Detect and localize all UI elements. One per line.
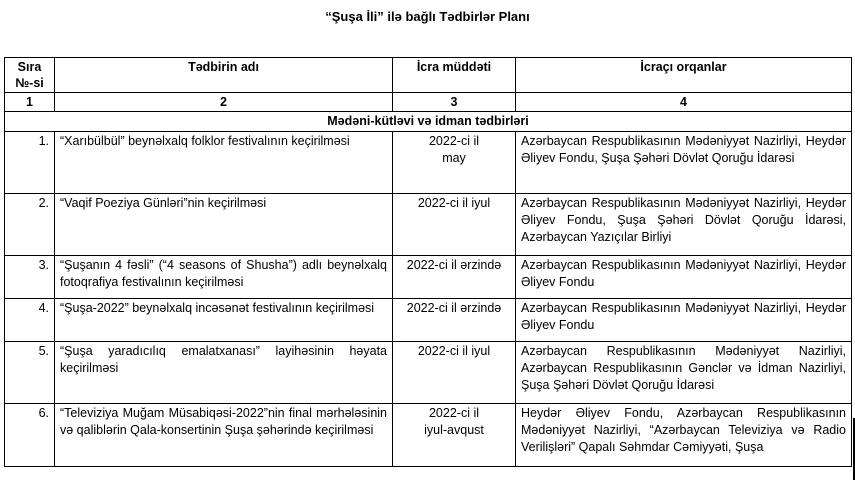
column-number: 3 <box>393 93 516 112</box>
header-no: Sıra №-si <box>5 58 55 93</box>
column-number: 4 <box>516 93 852 112</box>
row-number: 3. <box>5 256 55 299</box>
row-number: 1. <box>5 132 55 194</box>
event-name: “Şuşa-2022” beynəlxalq incəsənət festivalının keçirilməsi <box>55 299 393 342</box>
event-term: 2022-ci il ərzində <box>393 299 516 342</box>
event-executors: Azərbaycan Respublikasının Mədəniyyət Nazirliyi, Heydər Əliyev Fondu, Şuşa Şəhəri Dövlət Qoruğu İdarəsi, Azərbaycan Yazıçılar Birliyi <box>516 194 852 256</box>
event-executors: Azərbaycan Respublikasının Mədəniyyət Nazirliyi, Heydər Əliyev Fondu, Şuşa Şəhəri Dövlət Qoruğu İdarəsi <box>516 132 852 194</box>
event-name: “Televiziya Muğam Müsabiqəsi-2022”nin final mərhələsinin və qaliblərin Qala-konsertinin Şuşa şəhərində keçirilməsi <box>55 404 393 467</box>
event-name: “Xarıbülbül” beynəlxalq folklor festivalının keçirilməsi <box>55 132 393 194</box>
event-executors: Azərbaycan Respublikasının Mədəniyyət Nazirliyi, Heydər Əliyev Fondu <box>516 299 852 342</box>
event-executors: Heydər Əliyev Fondu, Azərbaycan Respublikasının Mədəniyyət Nazirliyi, “Azərbaycan Televiziya və Radio Verilişləri” Qapalı Səhmdar Cəmiyyəti, Şuşa <box>516 404 852 467</box>
event-term <box>393 404 516 467</box>
row-number: 6. <box>5 404 55 467</box>
event-term <box>393 132 516 194</box>
header-executors: İcraçı orqanlar <box>516 58 852 93</box>
events-plan-table <box>4 57 852 467</box>
column-number: 2 <box>55 93 393 112</box>
event-executors: Azərbaycan Respublikasının Mədəniyyət Nazirliyi, Heydər Əliyev Fondu <box>516 256 852 299</box>
event-name: “Şuşanın 4 fəsli” (“4 seasons of Shusha”) adlı beynəlxalq fotoqrafiya festivalının keçirilməsi <box>55 256 393 299</box>
term-text: 2022-ci il iyul <box>417 196 491 210</box>
table-row <box>5 194 852 256</box>
term-text: 2022-ci il may <box>428 134 480 165</box>
section-title: Mədəni-kütləvi və idman tədbirləri <box>5 112 852 132</box>
event-term: 2022-ci il ərzində <box>393 256 516 299</box>
table-row <box>5 256 852 299</box>
row-number: 4. <box>5 299 55 342</box>
section-row <box>5 112 852 132</box>
term-text: 2022-ci il iyul <box>417 344 491 358</box>
event-term <box>393 342 516 404</box>
header-term: İcra müddəti <box>393 58 516 93</box>
event-name: “Vaqif Poeziya Günləri”nin keçirilməsi <box>55 194 393 256</box>
row-number: 2. <box>5 194 55 256</box>
table-row <box>5 342 852 404</box>
table-row <box>5 404 852 467</box>
table-row <box>5 132 852 194</box>
table-row <box>5 299 852 342</box>
event-executors: Azərbaycan Respublikasının Mədəniyyət Nazirliyi, Azərbaycan Respublikasının Gənclər və İdman Nazirliyi, Şuşa Şəhəri Dövlət Qoruğu İdarəsi <box>516 342 852 404</box>
document-title: “Şuşa İli” ilə bağlı Tədbirlər Planı <box>325 9 530 24</box>
row-number: 5. <box>5 342 55 404</box>
event-name: “Şuşa yaradıcılıq emalatxanası” layihəsinin həyata keçirilməsi <box>55 342 393 404</box>
header-event-name: Tədbirin adı <box>55 58 393 93</box>
column-number-row <box>5 93 852 112</box>
header-row <box>5 58 852 93</box>
column-number: 1 <box>5 93 55 112</box>
term-text: 2022-ci il iyul-avqust <box>424 406 484 437</box>
event-term <box>393 194 516 256</box>
